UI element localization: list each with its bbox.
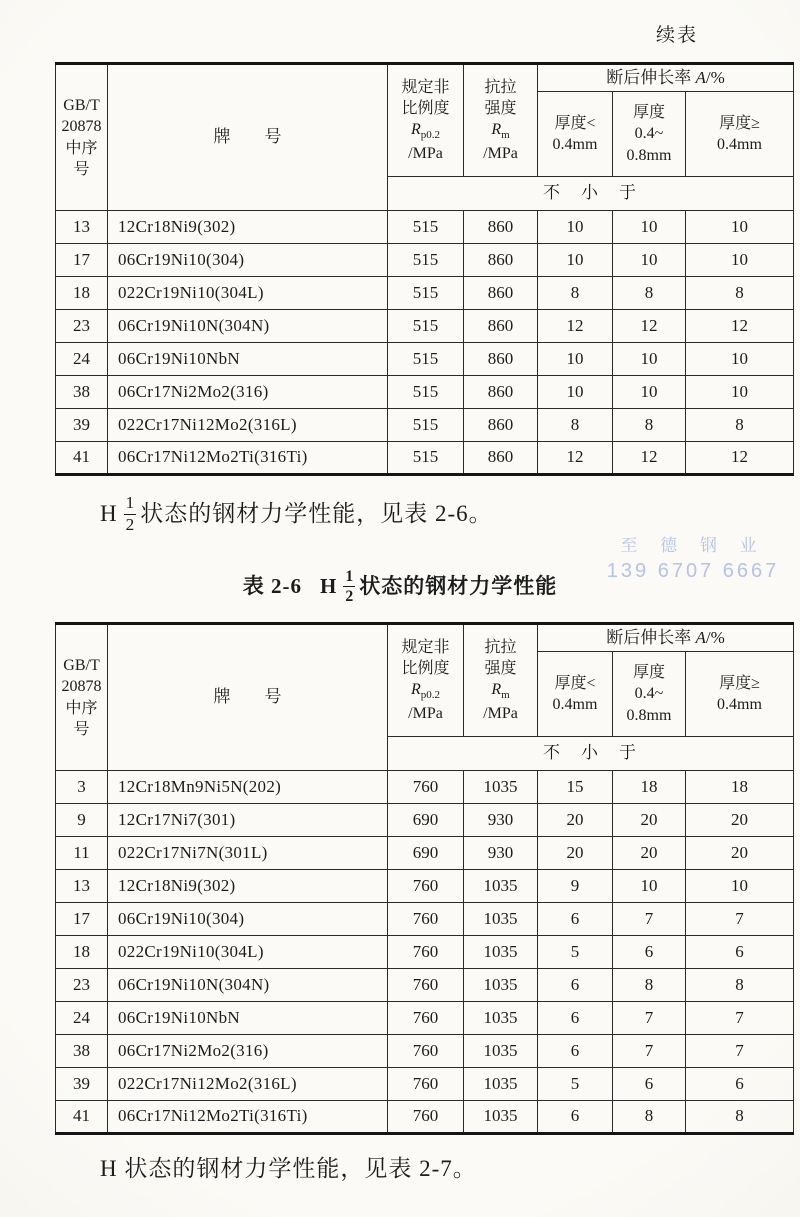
col-header-rm: 抗拉 强度 $R_m$ /MPa (464, 64, 538, 177)
table-row (56, 837, 794, 870)
index-cell: 38 (56, 376, 108, 409)
value-cell: 8 (686, 1101, 794, 1134)
grade-cell: 06Cr19Ni10(304) (108, 903, 388, 936)
grade-cell: 12Cr18Ni9(302) (108, 211, 388, 244)
fraction-one-half: $\frac{1}{2}$ (125, 493, 135, 534)
value-cell: 12 (686, 442, 794, 475)
value-cell: 8 (613, 969, 686, 1002)
index-cell: 18 (56, 936, 108, 969)
table-row (56, 1101, 794, 1134)
value-cell: 12 (613, 310, 686, 343)
value-cell: 10 (538, 211, 613, 244)
value-cell: 760 (388, 936, 464, 969)
value-cell: 20 (538, 804, 613, 837)
value-cell: 7 (613, 1002, 686, 1035)
value-cell: 7 (613, 903, 686, 936)
table-row (56, 376, 794, 409)
value-cell: 760 (388, 771, 464, 804)
value-cell: 760 (388, 870, 464, 903)
grade-cell: 022Cr19Ni10(304L) (108, 936, 388, 969)
table-row (56, 343, 794, 376)
value-cell: 515 (388, 244, 464, 277)
value-cell: 8 (538, 409, 613, 442)
value-cell: 20 (613, 837, 686, 870)
value-cell: 10 (686, 211, 794, 244)
grade-cell: 06Cr17Ni12Mo2Ti(316Ti) (108, 442, 388, 475)
index-cell: 41 (56, 1101, 108, 1134)
value-cell: 6 (613, 936, 686, 969)
value-cell: 20 (613, 804, 686, 837)
grade-cell: 06Cr17Ni2Mo2(316) (108, 376, 388, 409)
col-header-grade: 牌 号 (108, 624, 388, 771)
value-cell: 20 (686, 804, 794, 837)
value-cell: 860 (464, 310, 538, 343)
value-cell: 18 (686, 771, 794, 804)
col-header-thickness-ge: 厚度≥ 0.4mm (686, 92, 794, 177)
value-cell: 1035 (464, 1035, 538, 1068)
value-cell: 10 (686, 870, 794, 903)
grade-cell: 06Cr19Ni10NbN (108, 343, 388, 376)
value-cell: 12 (613, 442, 686, 475)
index-cell: 39 (56, 409, 108, 442)
index-cell: 11 (56, 837, 108, 870)
index-cell: 24 (56, 1002, 108, 1035)
value-cell: 515 (388, 442, 464, 475)
table-row (56, 870, 794, 903)
index-cell: 23 (56, 969, 108, 1002)
fraction-one-half: $\frac{1}{2}$ (345, 568, 354, 605)
value-cell: 15 (538, 771, 613, 804)
value-cell: 8 (613, 277, 686, 310)
watermark-company: 至 德 钢 业 (620, 536, 766, 555)
value-cell: 7 (686, 903, 794, 936)
col-header-thickness-mid: 厚度 0.4~ 0.8mm (613, 652, 686, 737)
value-cell: 515 (388, 409, 464, 442)
value-cell: 930 (464, 804, 538, 837)
index-cell: 23 (56, 310, 108, 343)
grade-cell: 12Cr17Ni7(301) (108, 804, 388, 837)
value-cell: 9 (538, 870, 613, 903)
grade-cell: 022Cr19Ni10(304L) (108, 277, 388, 310)
col-header-rp02: 规定非 比例度 $R_{p0.2}$ /MPa (388, 624, 464, 737)
value-cell: 1035 (464, 969, 538, 1002)
col-header-rm: 抗拉 强度 $R_m$ /MPa (464, 624, 538, 737)
value-cell: 12 (538, 310, 613, 343)
index-cell: 17 (56, 244, 108, 277)
value-cell: 10 (686, 376, 794, 409)
table-row (56, 1068, 794, 1101)
value-cell: 760 (388, 1101, 464, 1134)
value-cell: 6 (538, 1035, 613, 1068)
table-2-6-body (56, 771, 794, 1134)
col-header-thickness-lt: 厚度< 0.4mm (538, 652, 613, 737)
table-row (56, 310, 794, 343)
value-cell: 20 (538, 837, 613, 870)
value-cell: 760 (388, 1035, 464, 1068)
table-row (56, 903, 794, 936)
value-cell: 1035 (464, 771, 538, 804)
table-row (56, 1002, 794, 1035)
table-2-6-title: 表 2-6 H $\frac{1}{2}$ 状态的钢材力学性能 (242, 568, 558, 605)
table-number: 表 2-6 (242, 574, 303, 599)
value-cell: 515 (388, 310, 464, 343)
value-cell: 8 (686, 969, 794, 1002)
value-cell: 515 (388, 211, 464, 244)
grade-cell: 06Cr19Ni10NbN (108, 1002, 388, 1035)
table-2-6-header (56, 624, 794, 771)
value-cell: 860 (464, 409, 538, 442)
table-row (56, 244, 794, 277)
value-cell: 10 (686, 343, 794, 376)
value-cell: 8 (686, 409, 794, 442)
table-row (56, 969, 794, 1002)
value-cell: 10 (686, 244, 794, 277)
not-less-than-label: 不 小 于 (388, 737, 794, 771)
grade-cell: 06Cr17Ni12Mo2Ti(316Ti) (108, 1101, 388, 1134)
value-cell: 6 (686, 936, 794, 969)
grade-cell: 022Cr17Ni12Mo2(316L) (108, 1068, 388, 1101)
table-row (56, 277, 794, 310)
continued-table-label: 续表 (655, 25, 698, 46)
index-cell: 38 (56, 1035, 108, 1068)
grade-cell: 06Cr19Ni10N(304N) (108, 310, 388, 343)
value-cell: 515 (388, 343, 464, 376)
value-cell: 20 (686, 837, 794, 870)
table-row (56, 211, 794, 244)
value-cell: 10 (538, 244, 613, 277)
index-cell: 9 (56, 804, 108, 837)
value-cell: 690 (388, 804, 464, 837)
value-cell: 760 (388, 969, 464, 1002)
grade-cell: 06Cr19Ni10(304) (108, 244, 388, 277)
value-cell: 10 (613, 211, 686, 244)
value-cell: 10 (613, 343, 686, 376)
value-cell: 12 (538, 442, 613, 475)
grade-cell: 12Cr18Mn9Ni5N(202) (108, 771, 388, 804)
value-cell: 860 (464, 277, 538, 310)
col-header-rp02: 规定非 比例度 $R_{p0.2}$ /MPa (388, 64, 464, 177)
paragraph-see-table-2-7: H 状态的钢材力学性能，见表 2-7。 (100, 1156, 477, 1181)
value-cell: 760 (388, 903, 464, 936)
value-cell: 6 (538, 1101, 613, 1134)
value-cell: 10 (613, 376, 686, 409)
value-cell: 760 (388, 1068, 464, 1101)
value-cell: 1035 (464, 1002, 538, 1035)
col-header-index: GB/T 20878 中序 号 (56, 64, 108, 211)
value-cell: 7 (686, 1002, 794, 1035)
table-row (56, 771, 794, 804)
index-cell: 13 (56, 870, 108, 903)
value-cell: 12 (686, 310, 794, 343)
value-cell: 1035 (464, 903, 538, 936)
value-cell: 10 (538, 343, 613, 376)
table-continued-header (56, 64, 794, 211)
index-cell: 41 (56, 442, 108, 475)
grade-cell: 06Cr19Ni10N(304N) (108, 969, 388, 1002)
grade-cell: 06Cr17Ni2Mo2(316) (108, 1035, 388, 1068)
not-less-than-label: 不 小 于 (388, 177, 794, 211)
value-cell: 7 (613, 1035, 686, 1068)
index-cell: 3 (56, 771, 108, 804)
col-header-grade: 牌 号 (108, 64, 388, 211)
value-cell: 8 (686, 277, 794, 310)
col-header-elongation: 断后伸长率 A/% (538, 64, 794, 92)
value-cell: 10 (613, 244, 686, 277)
value-cell: 1035 (464, 1068, 538, 1101)
value-cell: 10 (613, 870, 686, 903)
value-cell: 690 (388, 837, 464, 870)
table-row (56, 442, 794, 475)
col-header-elongation: 断后伸长率 A/% (538, 624, 794, 652)
value-cell: 860 (464, 244, 538, 277)
table-row (56, 936, 794, 969)
value-cell: 515 (388, 277, 464, 310)
grade-cell: 022Cr17Ni7N(301L) (108, 837, 388, 870)
table-row (56, 804, 794, 837)
paragraph-see-table-2-6 (100, 494, 493, 534)
value-cell: 8 (613, 1101, 686, 1134)
watermark-phone: 139 6707 6667 (606, 560, 780, 582)
grade-cell: 12Cr18Ni9(302) (108, 870, 388, 903)
index-cell: 17 (56, 903, 108, 936)
value-cell: 515 (388, 376, 464, 409)
value-cell: 6 (538, 969, 613, 1002)
index-cell: 13 (56, 211, 108, 244)
col-header-index: GB/T 20878 中序 号 (56, 624, 108, 771)
value-cell: 6 (538, 1002, 613, 1035)
value-cell: 8 (613, 409, 686, 442)
value-cell: 860 (464, 343, 538, 376)
value-cell: 6 (613, 1068, 686, 1101)
value-cell: 1035 (464, 870, 538, 903)
value-cell: 6 (538, 903, 613, 936)
paragraph-suffix: 状态的钢材力学性能，见表 2-6。 (140, 501, 493, 526)
value-cell: 8 (538, 277, 613, 310)
table-row (56, 1035, 794, 1068)
table-row (56, 409, 794, 442)
value-cell: 5 (538, 936, 613, 969)
value-cell: 6 (686, 1068, 794, 1101)
col-header-thickness-lt: 厚度< 0.4mm (538, 92, 613, 177)
col-header-thickness-ge: 厚度≥ 0.4mm (686, 652, 794, 737)
grade-cell: 022Cr17Ni12Mo2(316L) (108, 409, 388, 442)
table-continued (55, 62, 794, 476)
value-cell: 860 (464, 442, 538, 475)
index-cell: 18 (56, 277, 108, 310)
value-cell: 760 (388, 1002, 464, 1035)
index-cell: 39 (56, 1068, 108, 1101)
value-cell: 10 (538, 376, 613, 409)
table-2-6 (55, 622, 794, 1135)
value-cell: 930 (464, 837, 538, 870)
paragraph-prefix: H (100, 501, 118, 526)
col-header-thickness-mid: 厚度 0.4~ 0.8mm (613, 92, 686, 177)
value-cell: 1035 (464, 1101, 538, 1134)
value-cell: 5 (538, 1068, 613, 1101)
value-cell: 1035 (464, 936, 538, 969)
value-cell: 7 (686, 1035, 794, 1068)
value-cell: 860 (464, 376, 538, 409)
index-cell: 24 (56, 343, 108, 376)
value-cell: 860 (464, 211, 538, 244)
table-continued-body (56, 211, 794, 475)
value-cell: 18 (613, 771, 686, 804)
